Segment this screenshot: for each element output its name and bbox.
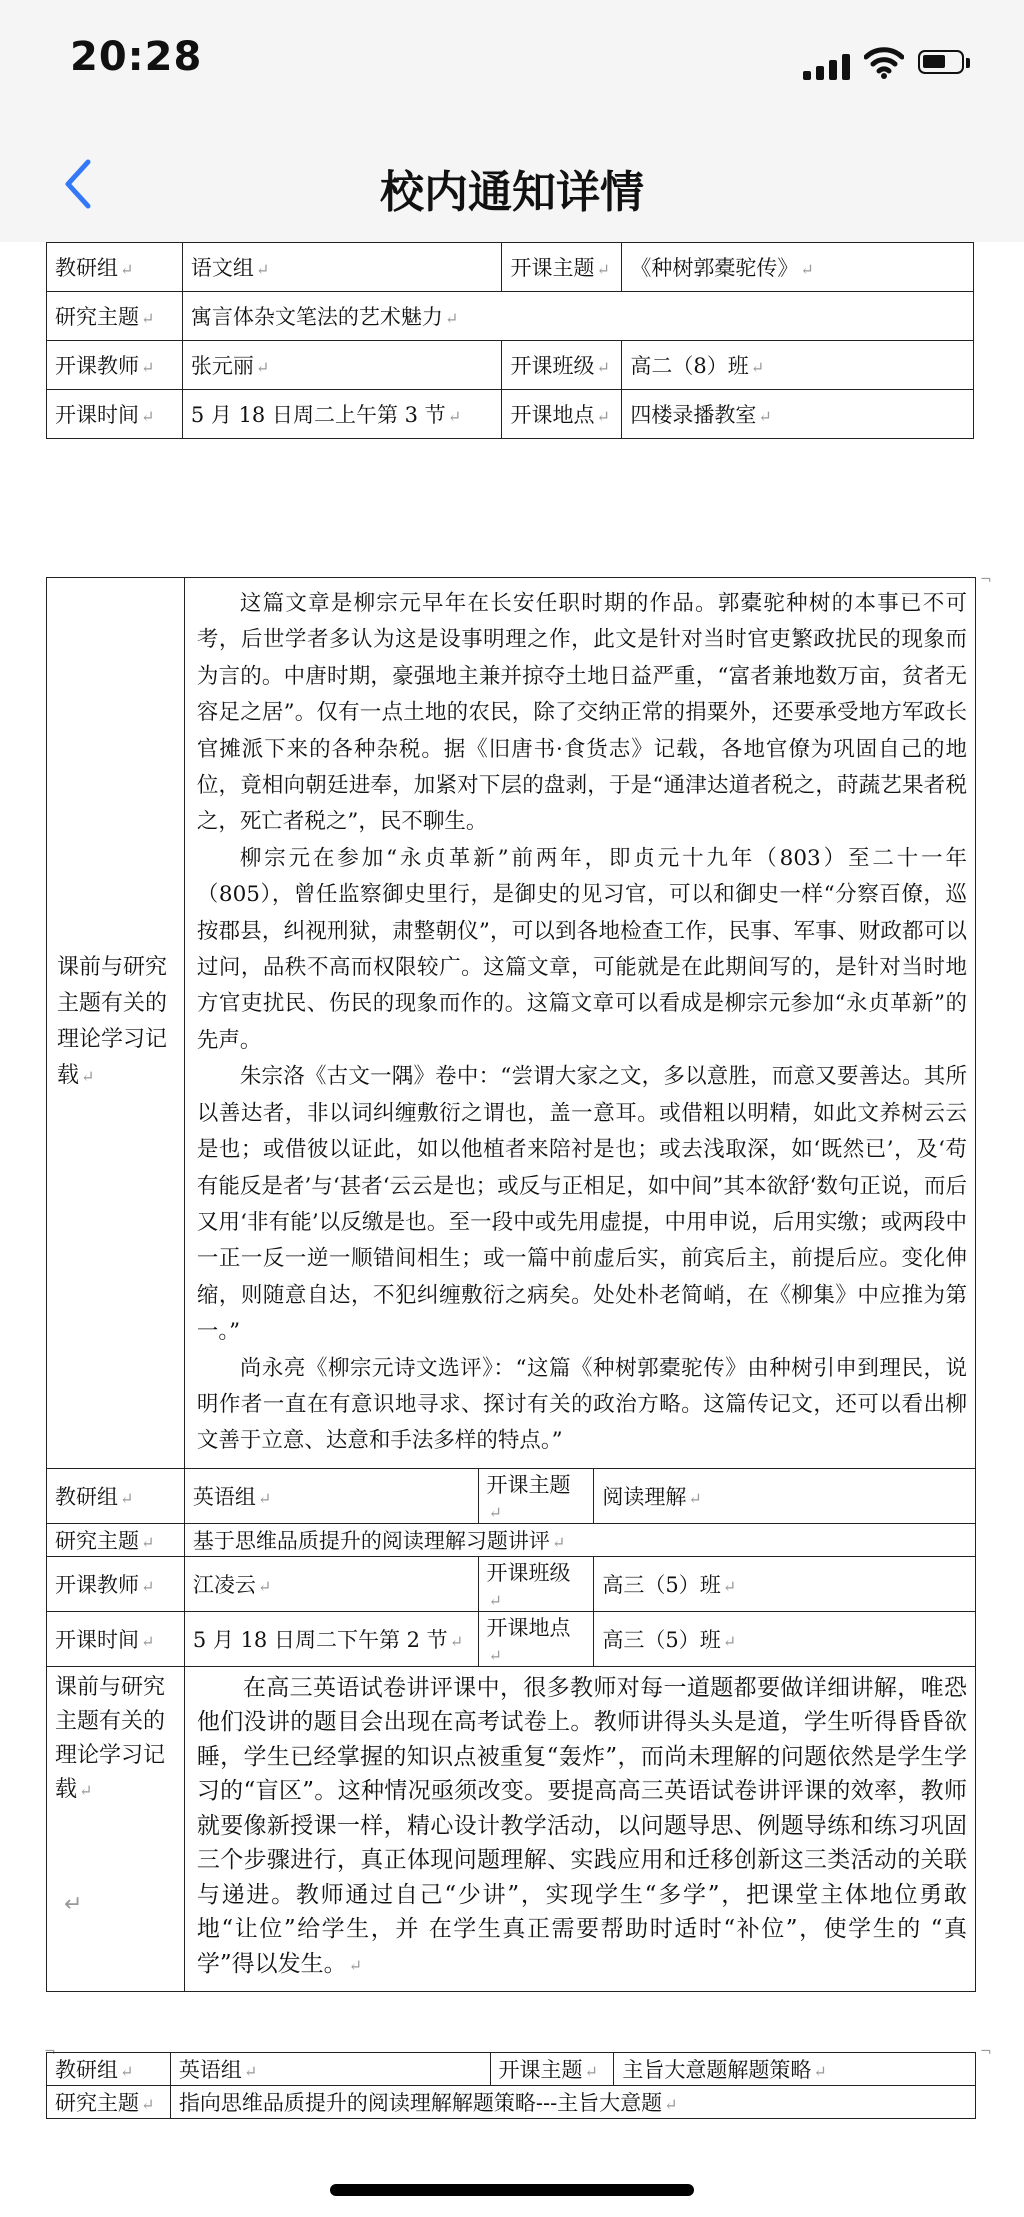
cell-label: 教研组 ↵ xyxy=(47,243,183,292)
cell-label: 开课地点 ↵ xyxy=(502,390,622,439)
cell-value: 英语组 ↵ xyxy=(170,2053,490,2086)
notes-label: 课前与研究主题有关的理论学习记载 ↵ xyxy=(47,578,185,1469)
cell-label: 开课主题 ↵ xyxy=(490,2053,614,2086)
cell-value: 语文组 ↵ xyxy=(182,243,502,292)
cell-label: 开课主题 ↵ xyxy=(502,243,622,292)
cell-value: 主旨大意题解题策略 ↵ xyxy=(614,2053,976,2086)
cell-label: 研究主题 ↵ xyxy=(47,292,183,341)
cell-label: 开课时间 ↵ xyxy=(47,390,183,439)
notes-paragraph: 朱宗洛《古文一隅》卷中：“尝谓大家之文，多以意胜，而意又要善达。其所以善达者，非以词纠缠敷衍之谓也，盖一意耳。或借粗以明精，如此文养树云云是也；或借彼以证此，如以他植者来陪衬是也；或去浅取深，如‘既然已’，及‘苟有能反是者’与‘甚者‘云云是也；或反与正相足，如中间”其本欲舒‘数句正说，而后又用‘非有能’以反缴是也。至一段中或先用虚提，中用申说，后用实缴；或两段中一正一反一逆一顺错间相生；或一篇中前虚后实，前宾后主，前提后应。变化伸缩，则随意自达，不犯纠缠敷衍之病矣。处处朴老简峭，在《柳集》中应推为第一。” xyxy=(196,1064,967,1345)
table-row xyxy=(47,1523,976,1556)
nav-bar xyxy=(0,130,1024,243)
home-indicator[interactable] xyxy=(330,2184,694,2196)
table-row xyxy=(47,1468,976,1523)
cell-value: 高三（5）班 ↵ xyxy=(594,1556,976,1611)
page-title: 校内通知详情 xyxy=(380,167,644,218)
cell-label: 开课教师 ↵ xyxy=(47,1556,185,1611)
cell-label: 开课时间 ↵ xyxy=(47,1611,185,1666)
notes-label: 课前与研究主题有关的理论学习记载 ↵ xyxy=(47,1666,185,1992)
cell-value: 基于思维品质提升的阅读理解习题讲评 ↵ xyxy=(184,1523,975,1556)
notice-content xyxy=(0,242,1024,2177)
lesson-info-table-3 xyxy=(46,2052,976,2119)
cell-value: 英语组 ↵ xyxy=(184,1468,478,1523)
battery-tip xyxy=(966,58,970,68)
cell-value: 江凌云 ↵ xyxy=(184,1556,478,1611)
table-row xyxy=(47,1556,976,1611)
wifi-icon xyxy=(864,44,904,80)
cell-value: 5 月 18 日周二下午第 2 节 ↵ xyxy=(184,1611,478,1666)
cell-value: 阅读理解 ↵ xyxy=(594,1468,976,1523)
cell-value: 高二（8）班 ↵ xyxy=(622,341,974,390)
cell-label: 开课主题↵ xyxy=(478,1468,594,1523)
cell-value: 高三（5）班 ↵ xyxy=(594,1611,976,1666)
corner-mark: ¬ xyxy=(980,572,992,588)
lesson-info-table-2 xyxy=(46,577,976,1992)
notes-paragraph: 在高三英语试卷讲评课中，很多教师对每一道题都要做详细讲解，唯恐他们没讲的题目会出现在高考试卷上。教师讲得头头是道，学生听得昏昏欲睡，学生已经掌握的知识点被重复“轰炸”，而尚未理解的问题依然是学生学习的“盲区”。这种情况亟须改变。要提高高三英语试卷讲评课的效率，教师就要像新授课一样，精心设计教学活动，以问题导思、例题导练和练习巩固三个步骤进行，真正体现问题理解、实践应用和迁移创新这三类活动的关联与递进。教师通过自己“少讲”，实现学生“多学”，把课堂主体地位勇敢地“让位”给学生，并 在学生真正需要帮助时适时“补位”，使学生的 “真学”得以发生。 xyxy=(196,1674,967,1977)
status-time: 20:28 xyxy=(70,34,203,80)
notes-paragraph: 这篇文章是柳宗元早年在长安任职时期的作品。郭橐驼种树的本事已不可考，后世学者多认为这是设事明理之作，此文是针对当时官吏繁政扰民的现象而为言的。中唐时期，豪强地主兼并掠夺土地日益严重，“富者兼地数万亩，贫者无容足之居”。仅有一点土地的农民，除了交纳正常的捐粟外，还要承受地方军政长官摊派下来的各种杂税。据《旧唐书·食货志》记载，各地官僚为巩固自己的地位，竟相向朝廷进奉，加紧对下层的盘剥，于是“通津达道者税之，莳蔬艺果者税之，死亡者税之”，民不聊生。 xyxy=(196,591,967,835)
cell-value: 张元丽 ↵ xyxy=(182,341,502,390)
cell-label: 教研组 ↵ xyxy=(47,2053,171,2086)
cell-label: 开课班级 ↵ xyxy=(502,341,622,390)
cell-value: 寓言体杂文笔法的艺术魅力 ↵ xyxy=(182,292,973,341)
table-row xyxy=(47,578,976,1469)
cell-label: 研究主题 ↵ xyxy=(47,2086,171,2119)
cell-label: 研究主题 ↵ xyxy=(47,1523,185,1556)
table-row xyxy=(47,243,974,292)
cell-value: 四楼录播教室 ↵ xyxy=(622,390,974,439)
notes-paragraph: 尚永亮《柳宗元诗文选评》：“这篇《种树郭橐驼传》由种树引申到理民，说明作者一直在有意识地寻求、探讨有关的政治方略。这篇传记文，还可以看出柳文善于立意、达意和手法多样的特点。” xyxy=(196,1355,967,1454)
cell-label: 教研组 ↵ xyxy=(47,1468,185,1523)
cell-value: 指向思维品质提升的阅读理解解题策略---主旨大意题 ↵ xyxy=(170,2086,975,2119)
table-row xyxy=(47,2086,976,2119)
notes-body: 在高三英语试卷讲评课中，很多教师对每一道题都要做详细讲解，唯恐他们没讲的题目会出现在高考试卷上。教师讲得头头是道，学生听得昏昏欲睡，学生已经掌握的知识点被重复“轰炸”，而尚未理解的问题依然是学生学习的“盲区”。这种情况亟须改变。要提高高三英语试卷讲评课的效率，教师就要像新授课一样，精心设计教学活动，以问题导思、例题导练和练习巩固三个步骤进行，真正体现问题理解、实践应用和迁移创新这三类活动的关联与递进。教师通过自己“少讲”，实现学生“多学”，把课堂主体地位勇敢地“让位”给学生，并 在学生真正需要帮助时适时“补位”，使学生的 “真学”得以发生。 ↵ xyxy=(184,1666,975,1992)
table-row xyxy=(47,1611,976,1666)
corner-mark: ¬ xyxy=(44,2044,56,2060)
table-row xyxy=(47,390,974,439)
cell-label: 开课教师 ↵ xyxy=(47,341,183,390)
cellular-signal-icon xyxy=(803,52,855,80)
table-row xyxy=(47,1666,976,1992)
cell-value: 《种树郭橐驼传》 ↵ xyxy=(622,243,974,292)
battery-icon xyxy=(918,50,964,74)
corner-mark: ¬ xyxy=(980,2044,992,2060)
cell-label: 开课地点↵ xyxy=(478,1611,594,1666)
notes-paragraph: 柳宗元在参加“永贞革新”前两年，即贞元十九年（803）至二十一年（805），曾任监察御史里行，是御史的见习官，可以和御史一样“分察百僚，巡按郡县，纠视刑狱，肃整朝仪”，可以到各地检查工作，民事、军事、财政都可以过问，品秩不高而权限较广。这篇文章，可能就是在此期间写的，是针对当时地方官吏扰民、伤民的现象而作的。这篇文章可以看成是柳宗元参加“永贞革新”的先声。 xyxy=(196,845,967,1053)
notes-body xyxy=(184,578,975,1469)
paragraph-mark: ↵ xyxy=(64,1892,83,1917)
table-row xyxy=(47,292,974,341)
battery-level xyxy=(923,55,945,68)
cell-label: 开课班级↵ xyxy=(478,1556,594,1611)
table-row xyxy=(47,341,974,390)
status-bar xyxy=(0,0,1024,130)
lesson-info-table-1 xyxy=(46,242,974,439)
cell-value: 5 月 18 日周二上午第 3 节 ↵ xyxy=(182,390,502,439)
table-row xyxy=(47,2053,976,2086)
